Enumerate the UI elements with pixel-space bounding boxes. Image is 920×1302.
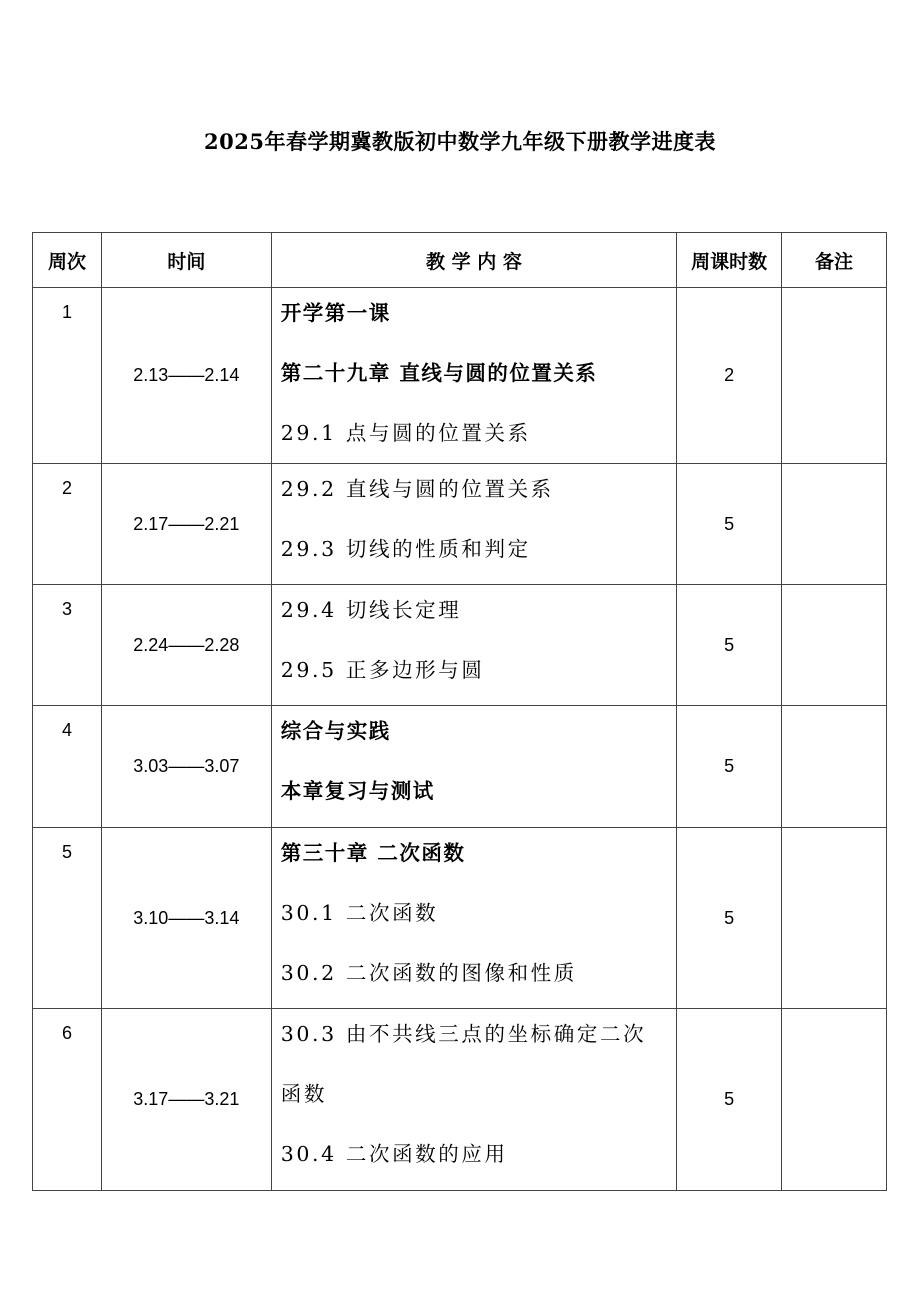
note-cell [782, 585, 887, 706]
week-cell: 6 [33, 1009, 102, 1191]
hours-cell: 5 [677, 464, 782, 585]
content-line: 30.1 二次函数 [280, 901, 439, 925]
content-heading: 第二十九章 直线与圆的位置关系 [280, 361, 598, 385]
header-content: 教 学 内 容 [271, 233, 677, 288]
hours-cell: 2 [677, 288, 782, 464]
content-line: 29.5 正多边形与圆 [280, 658, 485, 682]
content-cell [271, 585, 677, 706]
content-cell [271, 464, 677, 585]
week-cell: 4 [33, 706, 102, 828]
table-row [33, 1009, 887, 1191]
time-cell: 3.17——3.21 [101, 1009, 271, 1191]
content-cell [271, 1009, 677, 1191]
time-cell: 2.13——2.14 [101, 288, 271, 464]
hours-cell: 5 [677, 1009, 782, 1191]
hours-cell: 5 [677, 585, 782, 706]
page-title: 2025年春学期冀教版初中数学九年级下册教学进度表 [204, 129, 716, 154]
header-week: 周次 [33, 233, 102, 288]
content-line: 29.2 直线与圆的位置关系 [280, 477, 554, 501]
header-note: 备注 [782, 233, 887, 288]
note-cell [782, 464, 887, 585]
content-line: 30.4 二次函数的应用 [280, 1142, 508, 1166]
week-cell: 3 [33, 585, 102, 706]
note-cell [782, 828, 887, 1009]
week-cell: 1 [33, 288, 102, 464]
content-heading: 综合与实践 [280, 719, 391, 743]
content-cell [271, 288, 677, 464]
content-heading: 第三十章 二次函数 [280, 841, 466, 865]
table-row [33, 828, 887, 1009]
content-line: 30.3 由不共线三点的坐标确定二次函数 [280, 1022, 647, 1106]
header-time: 时间 [101, 233, 271, 288]
content-heading: 开学第一课 [280, 301, 391, 325]
header-hours: 周课时数 [677, 233, 782, 288]
note-cell [782, 1009, 887, 1191]
content-heading: 本章复习与测试 [280, 779, 435, 803]
time-cell: 2.17——2.21 [101, 464, 271, 585]
time-cell: 3.10——3.14 [101, 828, 271, 1009]
time-cell: 3.03——3.07 [101, 706, 271, 828]
table-row [33, 464, 887, 585]
content-line: 29.3 切线的性质和判定 [280, 537, 531, 561]
time-cell: 2.24——2.28 [101, 585, 271, 706]
schedule-table [32, 232, 887, 1191]
week-cell: 2 [33, 464, 102, 585]
note-cell [782, 288, 887, 464]
table-row [33, 585, 887, 706]
week-cell: 5 [33, 828, 102, 1009]
hours-cell: 5 [677, 706, 782, 828]
table-row [33, 706, 887, 828]
content-cell [271, 828, 677, 1009]
table-row [33, 288, 887, 464]
content-line: 29.4 切线长定理 [280, 598, 462, 622]
content-line: 29.1 点与圆的位置关系 [280, 421, 531, 445]
note-cell [782, 706, 887, 828]
content-cell [271, 706, 677, 828]
hours-cell: 5 [677, 828, 782, 1009]
table-header-row [33, 233, 887, 288]
content-line: 30.2 二次函数的图像和性质 [280, 961, 577, 985]
